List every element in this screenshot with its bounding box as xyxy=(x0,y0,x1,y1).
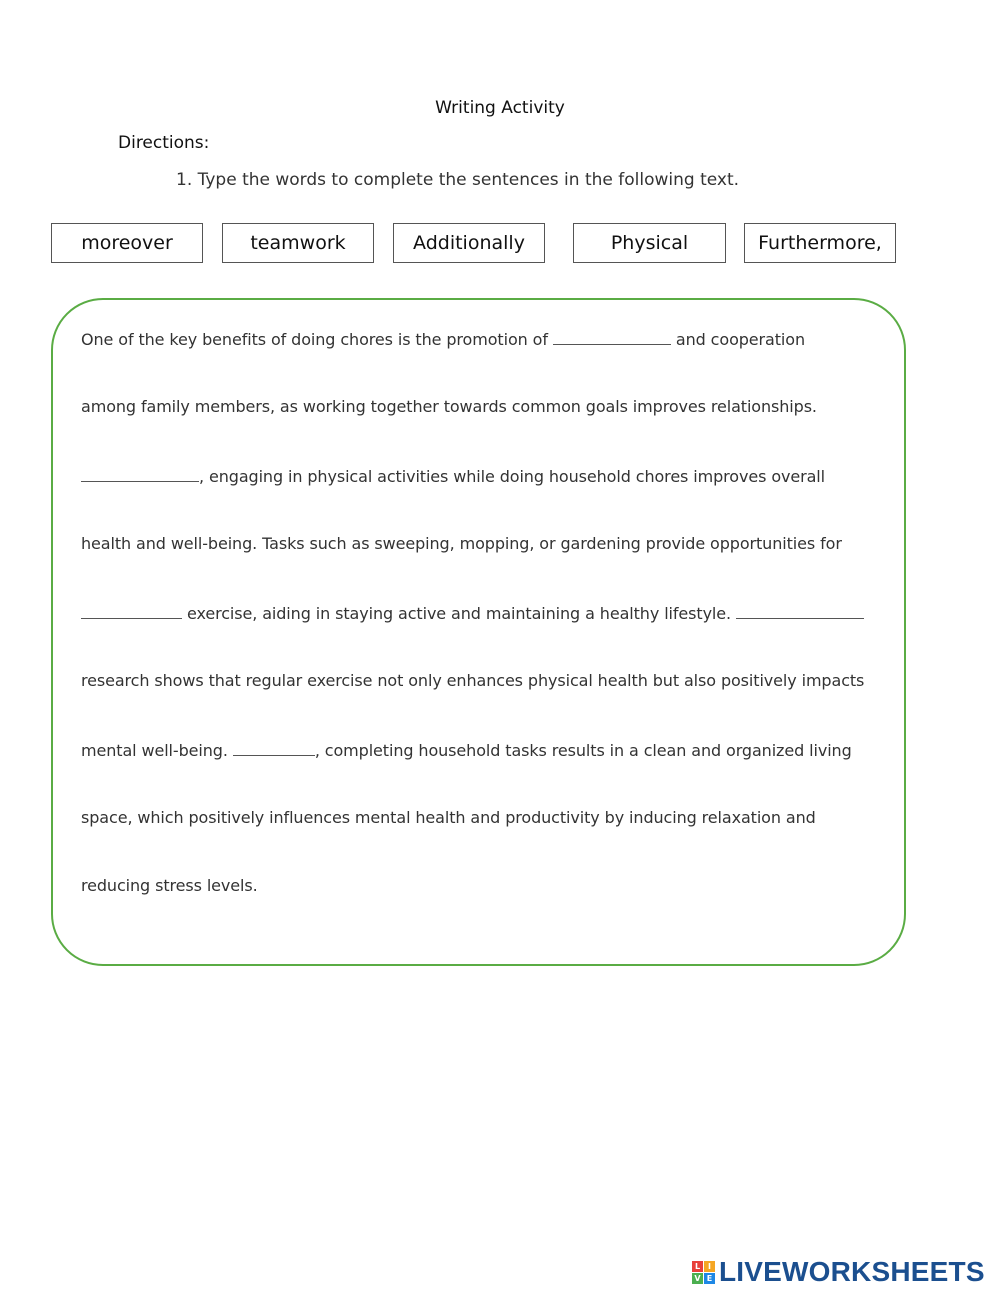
passage-line-8: space, which positively influences mental health and productivity by inducing relaxation and xyxy=(81,808,816,827)
blank-input-2[interactable] xyxy=(81,465,199,482)
word-card-teamwork[interactable]: teamwork xyxy=(222,223,374,263)
blank-input-5[interactable] xyxy=(233,739,315,756)
passage-line-5 xyxy=(81,602,864,623)
passage-line-7 xyxy=(81,739,852,760)
word-card-physical[interactable]: Physical xyxy=(573,223,726,263)
blank-input-1[interactable] xyxy=(553,328,671,345)
directions-label: Directions: xyxy=(118,133,210,153)
passage-line-9: reducing stress levels. xyxy=(81,876,258,895)
liveworksheets-wordmark: LIVEWORKSHEETS xyxy=(719,1256,985,1287)
passage-line-6: research shows that regular exercise not only enhances physical health but also positively impacts xyxy=(81,671,865,690)
blank-input-3[interactable] xyxy=(81,602,182,619)
worksheet-title: Writing Activity xyxy=(435,98,565,118)
liveworksheets-logo-icon: L I V E xyxy=(692,1261,715,1284)
passage-line-2: among family members, as working together towards common goals improves relationships. xyxy=(81,397,817,416)
passage-text: mental well-being. xyxy=(81,741,228,760)
passage-line-1 xyxy=(81,328,805,349)
liveworksheets-logo xyxy=(692,1256,985,1288)
passage-text: exercise, aiding in staying active and maintaining a healthy lifestyle. xyxy=(187,604,732,623)
passage-text: , engaging in physical activities while doing household chores improves overall xyxy=(199,467,825,486)
blank-input-4[interactable] xyxy=(736,602,864,619)
instruction-text: 1. Type the words to complete the sentences in the following text. xyxy=(176,170,740,190)
passage-text: One of the key benefits of doing chores is the promotion of xyxy=(81,330,548,349)
word-card-moreover[interactable]: moreover xyxy=(51,223,203,263)
passage-line-3 xyxy=(81,465,825,486)
passage-text: and cooperation xyxy=(675,330,805,349)
passage-text: , completing household tasks results in a clean and organized living xyxy=(314,741,852,760)
passage-line-4: health and well-being. Tasks such as sweeping, mopping, or gardening provide opportunities for xyxy=(81,534,842,553)
word-card-additionally[interactable]: Additionally xyxy=(393,223,545,263)
word-card-furthermore[interactable]: Furthermore, xyxy=(744,223,896,263)
